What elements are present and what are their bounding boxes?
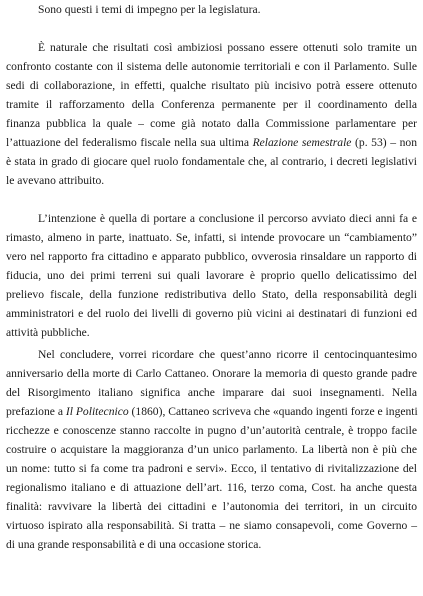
text-line: sedi di collaborazione, in effetti, qualche risultato più incisivo potrà essere ottenuto bbox=[6, 79, 417, 92]
text-line: attività pubbliche. bbox=[6, 326, 90, 339]
text-line: regionalismo italiano e di attuazione dell’art. 116, terzo coma, Cost. ha anche questa bbox=[6, 481, 417, 494]
text-line: fiducia, uno dei primi terreni sui quali lavorare è proprio quello delicatissimo del bbox=[6, 269, 417, 282]
italic-title: Il Politecnico bbox=[65, 405, 129, 418]
text-line: amministratori e del ruolo dei livelli di governo più vicini ai destinatari di funzioni ed bbox=[6, 307, 417, 320]
text-line: un nome: tutto si fa come tra padroni e servi». Ecco, il tentativo di rivitalizzazione del bbox=[6, 462, 417, 475]
text-line: finanza pubblica la quale – come già notato dalla Commissione parlamentare per bbox=[6, 117, 417, 130]
text-span: (p. 53) – non bbox=[351, 136, 417, 149]
text-line: di una grande responsabilità e di una occasione storica. bbox=[6, 538, 262, 551]
text-line: vero nel rapporto fra cittadino e apparato pubblico, ovverosia rinsaldare un rapporto di bbox=[6, 250, 417, 263]
text-line: anniversario della morte di Carlo Cattaneo. Onorare la memoria di questo grande padre bbox=[6, 367, 417, 380]
text-line: virtuoso ispirato alla responsabilità. Si tratta – ne siamo consapevoli, come Governo – bbox=[6, 519, 417, 532]
text-line: prelievo fiscale, della funzione redistributiva dello Stato, della responsabilità degli bbox=[6, 288, 417, 301]
text-line: L’intenzione è quella di portare a conclusione il percorso avviato dieci anni fa e bbox=[38, 212, 417, 225]
text-line: le avevano attribuito. bbox=[6, 174, 105, 187]
text-line bbox=[6, 133, 417, 152]
text-line: del Risorgimento italiano significa anche imparare dai suoi insegnamenti. Nella bbox=[6, 386, 417, 399]
text-line: rimasto, almeno in parte, inattuato. Se, infatti, si intende provocare un “cambiamento” bbox=[6, 231, 417, 244]
text-line: costruire o acquistare la maggioranza d’un unico parlamento. La libertà non è più che bbox=[6, 443, 417, 456]
italic-title: Relazione semestrale bbox=[252, 136, 352, 149]
text-line: finalità: ravvivare la libertà dei cittadini e l’autonomia dei territori, in un circuito bbox=[6, 500, 417, 513]
intro-line: Sono questi i temi di impegno per la legislatura. bbox=[38, 3, 261, 16]
text-line: Nel concludere, vorrei ricordare che quest’anno ricorre il centocinquantesimo bbox=[38, 348, 417, 361]
text-line: è stata in grado di giocare quel ruolo fondamentale che, al contrario, i decreti legislativi bbox=[6, 155, 417, 168]
text-span: l’attuazione del federalismo fiscale nella sua ultima bbox=[6, 136, 253, 149]
text-line: È naturale che risultati così ambiziosi possano essere ottenuti solo tramite un bbox=[38, 41, 417, 54]
text-line: confronto costante con il sistema delle autonomie territoriali e con il Parlamento. Sulle bbox=[6, 60, 417, 73]
text-line: ricchezze e conoscenze stanno raccolte in pugno d’un’autorità centrale, è troppo facile bbox=[6, 424, 417, 437]
text-span: prefazione a bbox=[6, 405, 66, 418]
text-span: (1860), Cattaneo scriveva che «quando ingenti forze e ingenti bbox=[128, 405, 418, 418]
text-line bbox=[6, 402, 417, 421]
text-line: tramite il rafforzamento della Conferenza permanente per il coordinamento della bbox=[6, 98, 417, 111]
